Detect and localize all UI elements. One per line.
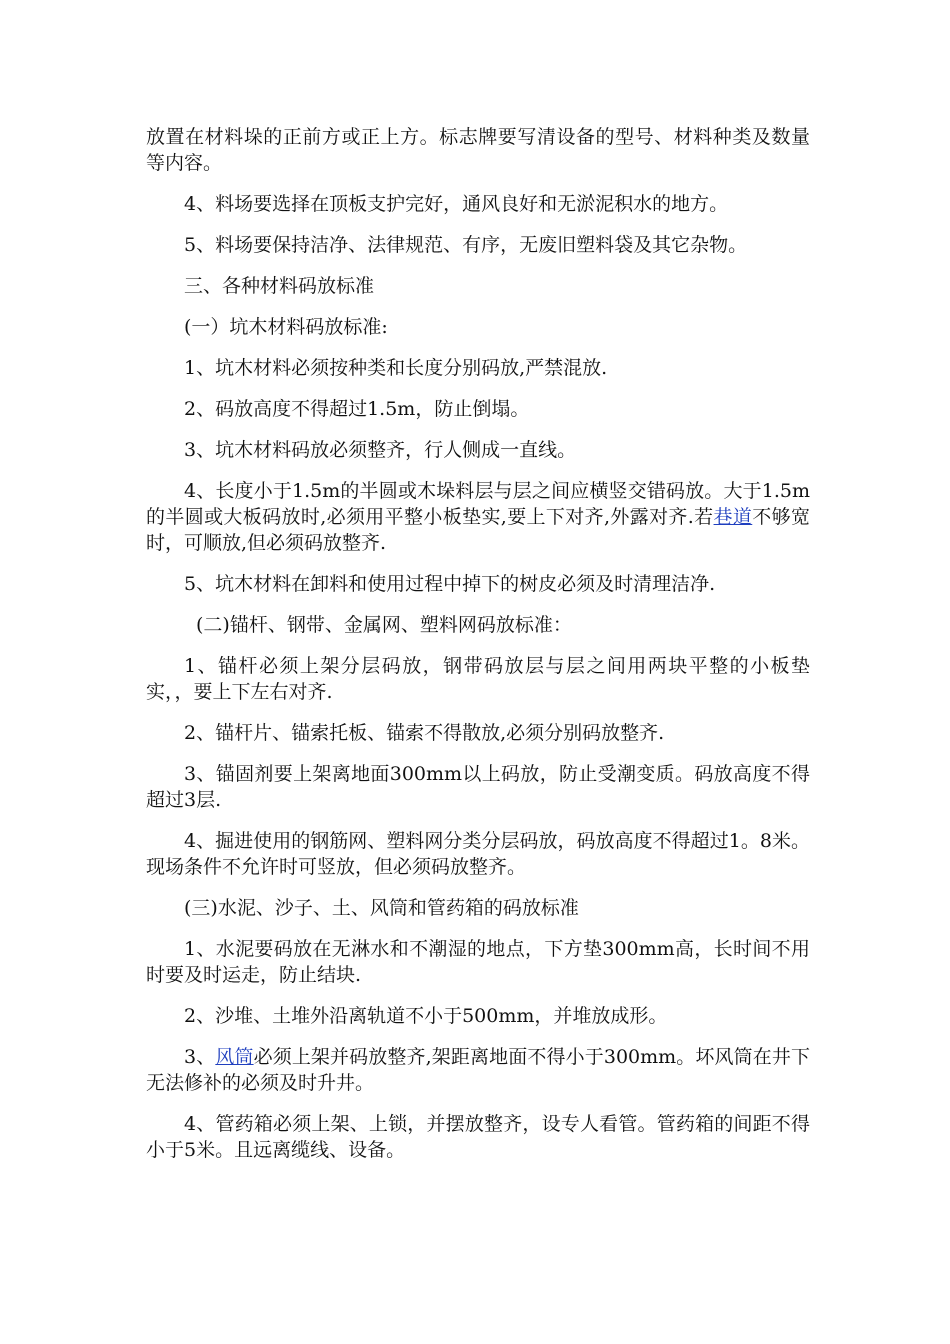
paragraph-signage-continued: 放置在材料垛的正前方或正上方。标志牌要写清设备的型号、材料种类及数量等内容。 — [146, 126, 810, 174]
section-heading-stacking-standards: 三、各种材料码放标准 — [184, 275, 375, 297]
paragraph-timber-4-after: 不够宽时，可顺放,但必须码放整齐. — [146, 506, 810, 554]
subsection-heading-bolts: (二)锚杆、钢带、金属网、塑料网码放标准： — [196, 614, 572, 636]
paragraph-bolts-4: 4、掘进使用的钢筋网、塑料网分类分层码放，码放高度不得超过1。8米。现场条件不允许时可竖放，但必须码放整齐。 — [146, 830, 810, 878]
roadway-link[interactable]: 巷道 — [713, 506, 753, 528]
subsection-heading-timber: (一）坑木材料码放标准: — [184, 316, 388, 338]
paragraph-cement-4: 4、管药箱必须上架、上锁，并摆放整齐，设专人看管。管药箱的间距不得小于5米。且远离缆线、设备。 — [146, 1113, 810, 1161]
paragraph-cement-1: 1、水泥要码放在无淋水和不潮湿的地点，下方垫300mm高，长时间不用时要及时运走，防止结块. — [146, 938, 810, 986]
air-duct-link[interactable]: 风筒 — [215, 1046, 254, 1068]
document-body — [146, 124, 810, 1178]
paragraph-timber-1: 1、坑木材料必须按种类和长度分别码放,严禁混放. — [184, 357, 608, 379]
paragraph-cement-2: 2、沙堆、土堆外沿离轨道不小于500mm，并堆放成形。 — [184, 1005, 668, 1027]
paragraph-timber-4 — [146, 478, 810, 556]
paragraph-timber-2: 2、码放高度不得超过1.5m，防止倒塌。 — [184, 398, 530, 420]
paragraph-cement-3 — [146, 1044, 810, 1096]
paragraph-yard-location: 4、料场要选择在顶板支护完好，通风良好和无淤泥积水的地方。 — [184, 193, 729, 215]
paragraph-cement-3-before: 3、 — [184, 1046, 216, 1068]
paragraph-bolts-1: 1、锚杆必须上架分层码放，钢带码放层与层之间用两块平整的小板垫实，，要上下左右对齐. — [146, 655, 810, 703]
paragraph-timber-5: 5、坑木材料在卸料和使用过程中掉下的树皮必须及时清理洁净. — [184, 573, 716, 595]
paragraph-timber-4-before: 4、长度小于1.5m的半圆或木垛料层与层之间应横竖交错码放。大于1.5m的半圆或大板码放时,必须用平整小板垫实,要上下对齐,外露对齐.若 — [146, 480, 810, 528]
paragraph-bolts-2: 2、锚杆片、锚索托板、锚索不得散放,必须分别码放整齐. — [184, 722, 665, 744]
paragraph-cement-3-after: 必须上架并码放整齐,架距离地面不得小于300mm。坏风筒在井下无法修补的必须及时升井。 — [146, 1046, 810, 1094]
paragraph-yard-cleanliness: 5、料场要保持洁净、法律规范、有序，无废旧塑料袋及其它杂物。 — [184, 234, 748, 256]
paragraph-bolts-3: 3、锚固剂要上架离地面300mm以上码放，防止受潮变质。码放高度不得超过3层. — [146, 763, 810, 811]
paragraph-timber-3: 3、坑木材料码放必须整齐，行人侧成一直线。 — [184, 439, 577, 461]
subsection-heading-cement: (三)水泥、沙子、土、风筒和管药箱的码放标准 — [184, 897, 579, 919]
